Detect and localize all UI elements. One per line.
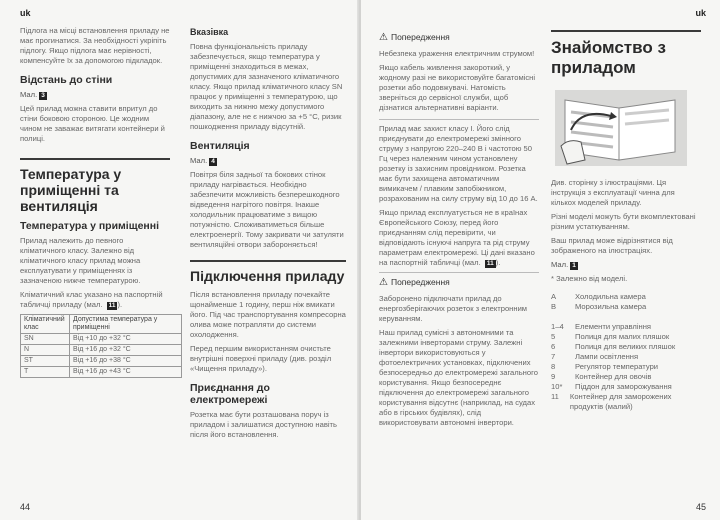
connection-text-1: Після встановлення приладу почекайте щонайменше 1 годину, перш ніж вмикати його. Під час транспортування компресорна олива може потрапляти до системи охолодження. xyxy=(190,290,346,339)
table-row: ST Від +16 до +38 °C xyxy=(21,356,182,367)
wall-distance-text: Цей прилад можна ставити впритул до стіни боковою стороною. Це жодним чином не заважає витягати контейнери й полиці. xyxy=(20,104,165,143)
warning-1-text-1: Небезпека ураження електричним струмом! xyxy=(379,49,535,58)
table-row: SN Від +10 до +32 °C xyxy=(21,334,182,345)
connection-text-2: Перед першим використанням очистьте внутрішні поверхні приладу (див. розділ «Чищення приладу»). xyxy=(190,344,332,373)
left-column-2 xyxy=(190,26,346,444)
list-item: 7 Лампи освітлення xyxy=(551,352,639,361)
warning-triangle-icon: ⚠ xyxy=(379,32,388,43)
appliance-intro-text-2: Різні моделі можуть бути вкомплектовані різним устаткуванням. xyxy=(551,212,696,231)
figure-3-badge: 3 xyxy=(41,92,45,99)
language-code: uk xyxy=(695,8,706,18)
manual-with-hand-icon xyxy=(551,86,691,170)
figure-11-badge: 11 xyxy=(486,260,494,267)
ventilation-text: Повітря біля задньої та бокових стінок приладу нагрівається. Необхідно забезпечити можливість безперешкодного відведення нагрітого повітря. Інакше холодильник працюватиме з вищою потужністю. Сложиватиметься більше електроенергії. Тому закривати чи затуляти вентиляційні отвори забороняється! xyxy=(190,170,344,249)
figure-4-badge: 4 xyxy=(211,158,215,165)
warning-2-text-1: Заборонено підключати прилад до енергозберігаючих розеток з електронним керуванням. xyxy=(379,294,528,323)
climate-class-text: Кліматичний клас указано на паспортній табличці приладу (мал. 11 ). xyxy=(20,290,163,309)
appliance-intro-title: Знайомство з приладом xyxy=(551,38,666,77)
list-item: 6 Полиця для великих пляшок xyxy=(551,342,676,351)
connection-section xyxy=(190,260,346,440)
intro-text: Підлога на місці встановлення приладу не має прогинатися. За необхідності укріпіть підлогу. Якщо підлога має нерівності, компенсуйте їх за допомогою підкладок. xyxy=(20,26,170,65)
ventilation-figure-ref: Мал. 4 xyxy=(190,156,215,165)
left-column-1 xyxy=(20,26,170,378)
language-code: uk xyxy=(20,8,31,18)
table-row: T Від +16 до +43 °C xyxy=(21,367,182,378)
non-eu-text: Якщо прилад експлуатується не в країнах Європейського Союзу, перед його приєднанням слід перевірити, чи відповідають існуючі напруга та рід струму параметрам електромережі. Ці дані вказано на паспортній табличці (мал. 11 ). xyxy=(379,208,535,267)
list-item: 11 Контейнер для заморожених продуктів (малий) xyxy=(551,392,672,411)
power-connection-heading: Приєднання до електромережі xyxy=(190,382,270,406)
appliance-intro-section xyxy=(551,30,701,78)
list-item: A Холодильна камера xyxy=(551,292,646,301)
list-item: 1–4 Елементи управління xyxy=(551,322,652,331)
list-item: B Морозильна камера xyxy=(551,302,647,311)
figure-11-badge: 11 xyxy=(108,302,116,309)
page-number-left: 44 xyxy=(20,502,31,512)
protection-class-text: Прилад має захист класу I. Його слід приєднувати до електромережі змінного струму з напругою 220–240 В і частотою 50 Гц через належним чином установлену розетку із захисним провідником. Розетка має бути захищена автоматичним вимикачем / плавким запобіжником, розрахованим на силу струму від 10 до 16 А. xyxy=(379,119,539,204)
wall-distance-figure-ref: Мал. 3 xyxy=(20,90,45,99)
appliance-figure-ref: Мал. 1 xyxy=(551,260,576,269)
right-column-2 xyxy=(551,30,701,412)
figure-1-badge: 1 xyxy=(572,262,576,269)
parts-legend xyxy=(551,322,701,412)
model-footnote: * Залежно від моделі. xyxy=(551,274,628,283)
list-item: 5 Полиця для малих пляшок xyxy=(551,332,670,341)
note-text: Повна функціональність приладу забезпечується, якщо температура у приміщенні знаходиться в межах, допустимих для зазначеного кліматичного класу. Якщо прилад кліматичного класу SN працює у приміщенні з температурою, що виходить за нижню межу допустимого діапазону, але не є нижчою за +5 °C, ризик пошкодження приладу відсутній. xyxy=(190,42,343,131)
temperature-section-title: Температура у приміщенні та вентиляція xyxy=(20,166,122,214)
table-row: N Від +16 до +32 °C xyxy=(21,345,182,356)
list-item: 8 Регулятор температури xyxy=(551,362,659,371)
table-header-class: Кліматичний клас xyxy=(21,315,70,334)
appliance-intro-text-3: Ваш прилад може відрізнятися від зображеного на ілюстраціях. xyxy=(551,236,673,255)
list-item: 10* Піддон для заморожування xyxy=(551,382,672,391)
list-item: 9 Контейнер для овочів xyxy=(551,372,652,381)
climate-class-table xyxy=(20,314,182,378)
warning-2-heading: ⚠ Попередження xyxy=(379,272,539,288)
connection-title: Підключення приладу xyxy=(190,268,345,284)
power-connection-text: Розетка має бути розташована поруч із приладом і залишатися доступною навіть після його встановлення. xyxy=(190,410,337,439)
note-heading: Вказівка xyxy=(190,27,229,37)
compartment-legend xyxy=(551,292,701,312)
left-page xyxy=(0,0,359,520)
room-temperature-text: Прилад належить до певного кліматичного класу. Залежно від кліматичного класу прилад можна експлуатувати у приміщеннях із зазначеною нижче температурою. xyxy=(20,236,141,285)
right-page xyxy=(361,0,720,520)
warning-triangle-icon: ⚠ xyxy=(379,277,388,288)
appliance-intro-text-1: Див. сторінку з ілюстраціями. Ця інструкція з експлуатації чинна для кількох моделей приладу. xyxy=(551,178,675,207)
warning-1-heading: ⚠ Попередження xyxy=(379,32,450,43)
warning-1-text-2: Якщо кабель живлення закороткий, у жодному разі не використовуйте багатомісні розетки або подовжувачі. Натомість зверніться до сервісної служби, щоб дізнатися альтернативні варіанти. xyxy=(379,63,536,112)
ventilation-heading: Вентиляція xyxy=(190,140,250,152)
table-header-temperature: Допустима температура у приміщенні xyxy=(70,315,182,334)
fridge-illustration xyxy=(551,86,691,170)
warning-2-text-2: Наш прилад сумісні з автономними та залежними інверторами струму. Залежні інвертори використовуються у фотоелектричних установках, підключених безпосередньо до електромережі загального користування. Якщо безпосереднє підключення до електромережі загального користування відсутнє (наприклад, на судах або в гірських будівлях), слід використовувати автономні інвертори. xyxy=(379,328,538,427)
right-column-1 xyxy=(379,30,539,432)
room-temperature-heading: Температура у приміщенні xyxy=(20,220,160,232)
temperature-section xyxy=(20,158,170,378)
wall-distance-heading: Відстань до стіни xyxy=(20,74,113,86)
page-number-right: 45 xyxy=(695,502,706,512)
